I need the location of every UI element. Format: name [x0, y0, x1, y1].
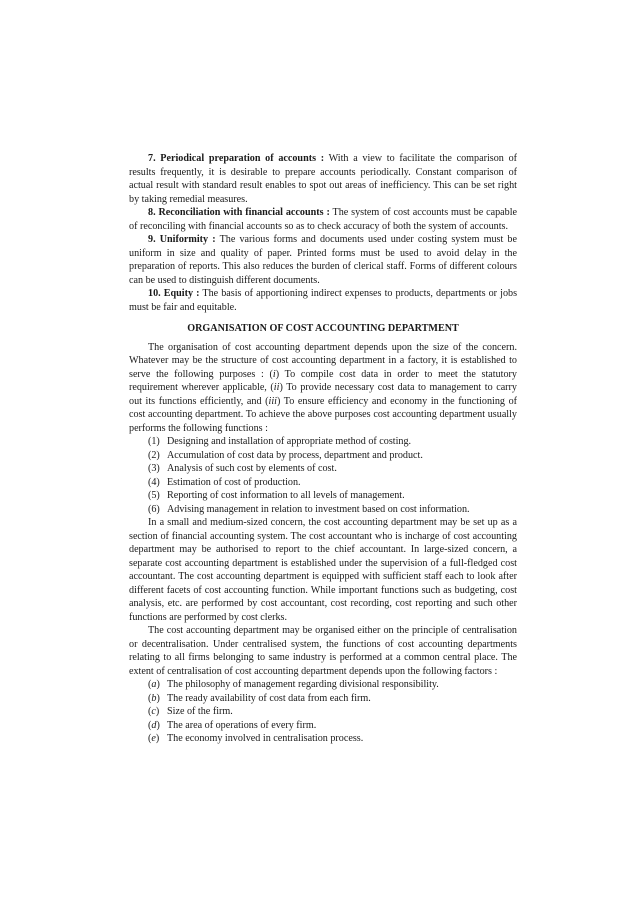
list-item	[129, 449, 517, 463]
list-item	[129, 462, 517, 476]
section-text: With a view to facilitate the comparison of results frequently, it is desirable to prepare accounts periodically. Constant comparison of actual result with standard result enables to spot out areas of inefficiency. This can be set right by taking remedial measures.	[129, 153, 518, 205]
section-heading: 10. Equity :	[148, 288, 200, 299]
list-number: (1)	[148, 436, 160, 447]
functions-list	[129, 435, 517, 516]
intro-text: ) To compile cost data in order to meet the statutory requirement wherever applicable, (	[129, 368, 517, 393]
section-heading: 9. Uniformity :	[148, 234, 216, 245]
section-heading: 7. Periodical preparation of accounts :	[148, 153, 325, 164]
list-item	[129, 435, 517, 449]
list-text: Designing and installation of appropriate method of costing.	[167, 436, 412, 447]
list-number: (3)	[148, 463, 160, 474]
intro-paragraph	[129, 341, 517, 436]
roman-numeral: ii	[273, 382, 280, 393]
list-text: The area of operations of every firm.	[167, 719, 317, 731]
intro-text: ) To provide necessary cost data to management to carry out its functions efficiently, and (	[129, 382, 517, 407]
list-item	[129, 678, 517, 692]
list-text: The ready availability of cost data from each firm.	[167, 692, 371, 704]
list-number: (5)	[148, 490, 160, 501]
list-item	[129, 732, 517, 746]
list-letter: (a)	[148, 679, 160, 690]
section-text: The basis of apportioning indirect expenses to products, departments or jobs must be fair and equitable.	[129, 288, 518, 313]
list-text: Size of the firm.	[167, 706, 233, 717]
list-text: Analysis of such cost by elements of cost.	[167, 463, 337, 474]
roman-numeral: iii	[268, 395, 277, 407]
document-page	[129, 152, 517, 746]
section-uniformity	[129, 233, 517, 287]
list-letter: (c)	[148, 706, 160, 717]
list-number: (2)	[148, 449, 160, 461]
list-item	[129, 503, 517, 517]
list-item	[129, 489, 517, 503]
list-text: Estimation of cost of production.	[167, 476, 301, 488]
paragraph-centralisation: The cost accounting department may be organised either on the principle of centralisation or decentralisation. Under centralised system, the functions of cost accounting departments relating to all firms belonging to same industry is performed at a common central place. The extent of centralisation of cost accounting department depends upon the following factors :	[129, 625, 517, 677]
list-item	[129, 719, 517, 733]
paragraph-small-concern: In a small and medium-sized concern, the cost accounting department may be set up as a section of financial accounting system. The cost accountant who is incharge of cost accounting department may be authorised to report to the chief accountant. In large-sized concern, a separate cost accounting department is established under the supervision of a full-fledged cost accountant. The cost accounting department is equipped with sufficient staff each to look after different facets of cost accounting function. While important functions such as budgeting, cost analysis, etc. are performed by cost accountant, cost recording, cost reporting and such other functions are performed by cost clerks.	[129, 517, 517, 623]
list-item	[129, 476, 517, 490]
factors-list	[129, 678, 517, 746]
list-letter: (d)	[148, 719, 160, 731]
list-item	[129, 705, 517, 719]
list-item	[129, 692, 517, 706]
list-number: (4)	[148, 476, 160, 488]
section-text: The various forms and documents used under costing system must be uniform in size and quality of paper. Printed forms must be used to avoid delay in the preparation of reports. This also reduces the burden of clerical staff. Forms of different colours can be used to distinguish different documents.	[129, 234, 517, 286]
section-reconciliation	[129, 206, 517, 233]
intro-text: The organisation of cost accounting department depends upon the size of the concern. Whatever may be the structure of cost accounting department in a factory, it is established to serve the following purposes : (	[129, 341, 517, 380]
section-periodical	[129, 152, 517, 206]
section-text: The system of cost accounts must be capable of reconciling with financial accounts so as to check accuracy of both the system of accounts.	[129, 207, 518, 232]
list-letter: (e)	[148, 733, 160, 744]
intro-text: ) To ensure efficiency and economy in the functioning of cost accounting department. To achieve the above purposes cost accounting department usually performs the following functions :	[129, 395, 517, 434]
list-text: Advising management in relation to investment based on cost information.	[167, 503, 470, 515]
list-text: The philosophy of management regarding divisional responsibility.	[167, 679, 439, 690]
section-title: ORGANISATION OF COST ACCOUNTING DEPARTMENT	[187, 323, 459, 334]
list-text: Reporting of cost information to all levels of management.	[167, 490, 405, 501]
list-number: (6)	[148, 503, 160, 515]
list-text: Accumulation of cost data by process, department and product.	[167, 449, 423, 461]
list-text: The economy involved in centralisation process.	[167, 733, 364, 744]
section-heading: 8. Reconciliation with financial accounts :	[148, 207, 330, 218]
section-equity	[129, 287, 517, 314]
list-letter: (b)	[148, 692, 160, 704]
roman-numeral: i	[272, 368, 276, 380]
